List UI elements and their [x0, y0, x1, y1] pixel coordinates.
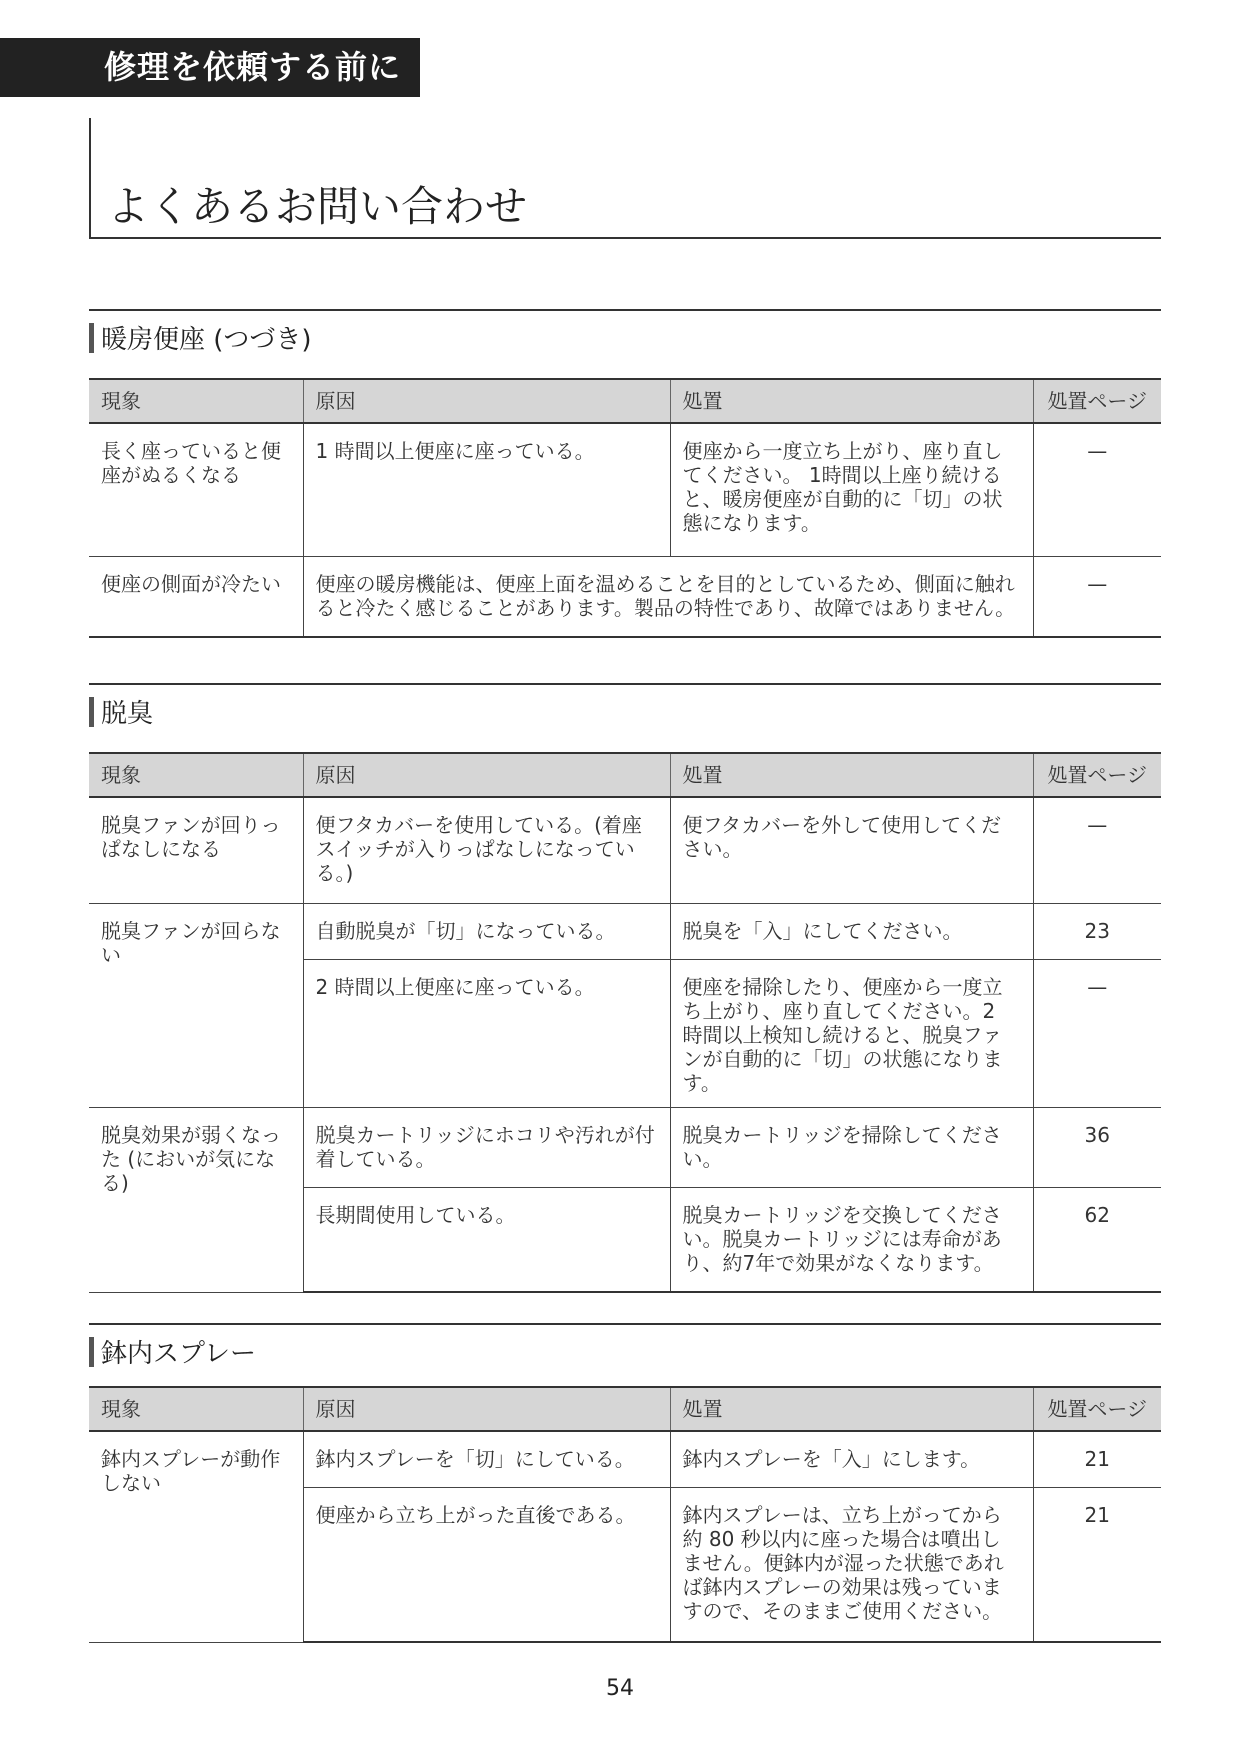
- header-action: 処置: [670, 753, 1033, 797]
- cell-page: 21: [1033, 1431, 1161, 1487]
- cell-phenomenon: 脱臭ファンが回りっぱなしになる: [89, 797, 303, 903]
- cell-action: 便フタカバーを外して使用してください。: [670, 797, 1033, 903]
- section-heading-label: 鉢内スプレー: [101, 1339, 256, 1369]
- faq-table: [89, 752, 1161, 1293]
- cell-page: —: [1033, 556, 1161, 637]
- page-number: 54: [606, 1676, 634, 1701]
- cell-phenomenon: 便座の側面が冷たい: [89, 556, 303, 637]
- header-phenomenon: 現象: [89, 379, 303, 423]
- table-row: [89, 1431, 1161, 1487]
- header-action: 処置: [670, 1387, 1033, 1431]
- table-header-row: [89, 753, 1161, 797]
- table-row: [89, 556, 1161, 637]
- header-phenomenon: 現象: [89, 1387, 303, 1431]
- faq-table: [89, 378, 1161, 638]
- cell-action: 便座を掃除したり、便座から一度立ち上がり、座り直してください。2 時間以上検知し続けると、脱臭ファンが自動的に「切」の状態になります。: [670, 959, 1033, 1107]
- faq-table: [89, 1386, 1161, 1643]
- header-page: 処置ページ: [1033, 379, 1161, 423]
- cell-cause: 便座から立ち上がった直後である。: [303, 1487, 670, 1642]
- cell-page: 23: [1033, 903, 1161, 959]
- cell-page: 36: [1033, 1107, 1161, 1187]
- cell-cause: 便フタカバーを使用している。(着座スイッチが入りっぱなしになっている。): [303, 797, 670, 903]
- cell-cause: 長期間使用している。: [303, 1187, 670, 1292]
- cell-action: 鉢内スプレーを「入」にします。: [670, 1431, 1033, 1487]
- header-phenomenon: 現象: [89, 753, 303, 797]
- cell-cause: 便座の暖房機能は、便座上面を温めることを目的としているため、側面に触れると冷たく感じることがあります。製品の特性であり、故障ではありません。: [303, 556, 1033, 637]
- cell-page: —: [1033, 423, 1161, 556]
- cell-page: 21: [1033, 1487, 1161, 1642]
- section-deodorizer: [89, 683, 1161, 1275]
- cell-phenomenon: 鉢内スプレーが動作しない: [89, 1431, 303, 1642]
- cell-action: 脱臭カートリッジを交換してください。脱臭カートリッジには寿命があり、約7年で効果がなくなります。: [670, 1187, 1033, 1292]
- section-bowl-spray: [89, 1323, 1161, 1623]
- cell-page: —: [1033, 797, 1161, 903]
- page-title: よくあるお問い合わせ: [107, 182, 528, 231]
- cell-phenomenon: 長く座っていると便座がぬるくなる: [89, 423, 303, 556]
- section-heading: [89, 309, 1161, 355]
- table-row: [89, 903, 1161, 959]
- cell-phenomenon: 脱臭効果が弱くなった (においが気になる): [89, 1107, 303, 1292]
- header-page: 処置ページ: [1033, 1387, 1161, 1431]
- table-row: [89, 797, 1161, 903]
- page-title-block: [89, 118, 1161, 239]
- chapter-banner: 修理を依頼する前に: [0, 38, 420, 97]
- cell-cause: 2 時間以上便座に座っている。: [303, 959, 670, 1107]
- cell-cause: 1 時間以上便座に座っている。: [303, 423, 670, 556]
- header-cause: 原因: [303, 379, 670, 423]
- header-page: 処置ページ: [1033, 753, 1161, 797]
- cell-cause: 脱臭カートリッジにホコリや汚れが付着している。: [303, 1107, 670, 1187]
- table-row: [89, 423, 1161, 556]
- section-heading: [89, 683, 1161, 729]
- section-heading: [89, 1323, 1161, 1369]
- cell-page: 62: [1033, 1187, 1161, 1292]
- section-heading-label: 暖房便座 (つづき): [101, 325, 312, 355]
- cell-phenomenon: 脱臭ファンが回らない: [89, 903, 303, 1107]
- cell-action: 脱臭カートリッジを掃除してください。: [670, 1107, 1033, 1187]
- table-row: [89, 1107, 1161, 1187]
- cell-page: —: [1033, 959, 1161, 1107]
- header-cause: 原因: [303, 1387, 670, 1431]
- cell-action: 便座から一度立ち上がり、座り直してください。 1時間以上座り続けると、暖房便座が自動的に「切」の状態になります。: [670, 423, 1033, 556]
- header-cause: 原因: [303, 753, 670, 797]
- cell-action: 鉢内スプレーは、立ち上がってから約 80 秒以内に座った場合は噴出しません。便鉢内が湿った状態であれば鉢内スプレーの効果は残っていますので、そのままご使用ください。: [670, 1487, 1033, 1642]
- section-heading-bar: [89, 697, 94, 727]
- header-action: 処置: [670, 379, 1033, 423]
- cell-cause: 自動脱臭が「切」になっている。: [303, 903, 670, 959]
- cell-cause: 鉢内スプレーを「切」にしている。: [303, 1431, 670, 1487]
- table-header-row: [89, 379, 1161, 423]
- section-heading-bar: [89, 1337, 94, 1367]
- section-heading-bar: [89, 323, 94, 353]
- cell-action: 脱臭を「入」にしてください。: [670, 903, 1033, 959]
- section-heated-seat: [89, 309, 1161, 620]
- section-heading-label: 脱臭: [101, 699, 154, 729]
- table-header-row: [89, 1387, 1161, 1431]
